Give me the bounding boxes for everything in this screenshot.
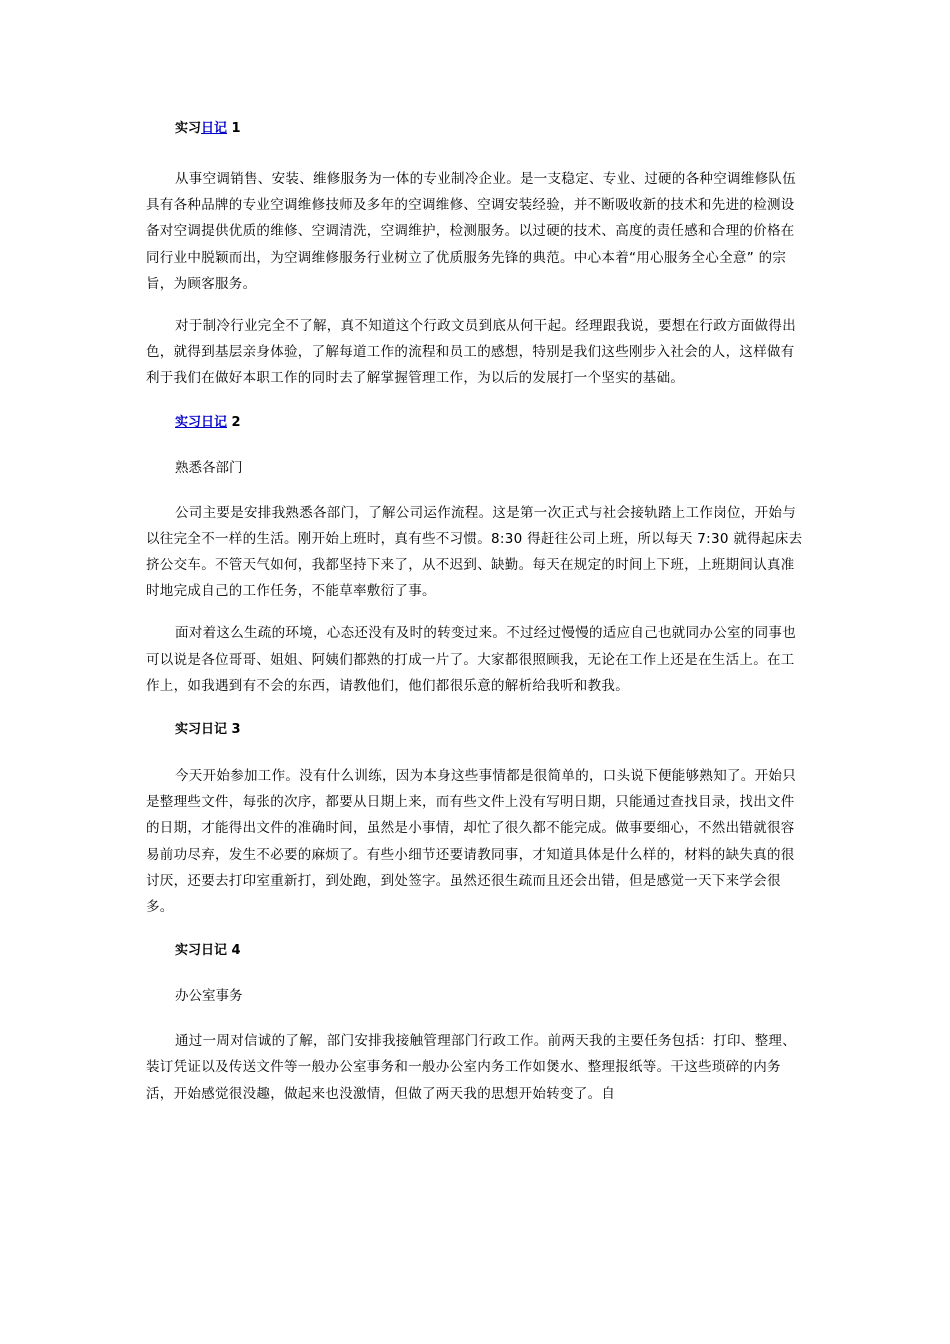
section-heading-1 <box>146 120 806 138</box>
section-heading-2 <box>146 414 806 432</box>
diary-link[interactable]: 日记 <box>201 121 228 136</box>
paragraph: 今天开始参加工作。没有什么训练，因为本身这些事情都是很简单的，口头说下便能够熟知了。开始只是整理些文件，每张的次序，都要从日期上来，而有些文件上没有写明日期，只能通过查找目录，找出文件的日期，才能得出文件的准确时间，虽然是小事情，却忙了很久都不能完成。做事要细心，不然出错就很容易前功尽弃，发生不必要的麻烦了。有些小细节还要请教同事，才知道具体是什么样的，材料的缺失真的很讨厌，还要去打印室重新打，到处跑，到处签字。虽然还很生疏而且还会出错，但是感觉一天下来学会很多。 <box>146 768 796 916</box>
heading-number: 1 <box>227 121 241 136</box>
paragraph: 面对着这么生疏的环境，心态还没有及时的转变过来。不过经过慢慢的适应自己也就同办公室的同事也可以说是各位哥哥、姐姐、阿姨们都熟的打成一片了。大家都很照顾我，无论在工作上还是在生活上。在工作上，如我遇到有不会的东西，请教他们，他们都很乐意的解析给我听和教我。 <box>146 625 796 694</box>
subheading: 熟悉各部门 <box>175 459 243 476</box>
paragraph: 公司主要是安排我熟悉各部门，了解公司运作流程。这是第一次正式与社会接轨踏上工作岗位，开始与以往完全不一样的生活。刚开始上班时，真有些不习惯。8:30 得赶往公司上班，所以每天 7:30 就得起床去挤公交车。不管天气如何，我都坚持下来了，从不迟到、缺勤。每天在规定的时间上下班，上班期间认真准时地完成自己的工作任务，不能草率敷衍了事。 <box>146 504 803 600</box>
subheading: 办公室事务 <box>175 988 243 1005</box>
paragraph: 通过一周对信诚的了解，部门安排我接触管理部门行政工作。前两天我的主要任务包括：打印、整理、装订凭证以及传送文件等一般办公室事务和一般办公室内务工作如煲水、整理报纸等。干这些琐碎的内务活，开始感觉很没趣，做起来也没激情，但做了两天我的思想开始转变了。自 <box>146 1033 796 1102</box>
section-heading-4: 实习日记 4 <box>175 943 241 959</box>
paragraph: 从事空调销售、安装、维修服务为一体的专业制冷企业。是一支稳定、专业、过硬的各种空调维修队伍具有各种品牌的专业空调维修技师及多年的空调维修、空调安装经验，并不断吸收新的技术和先进的检测设备对空调提供优质的维修、空调清洗，空调维护，检测服务。以过硬的技术、高度的责任感和合理的价格在同行业中脱颖而出，为空调维修服务行业树立了优质服务先锋的典范。中心本着“用心服务全心全意” 的宗旨，为顾客服务。 <box>146 171 796 292</box>
paragraph: 对于制冷行业完全不了解，真不知道这个行政文员到底从何干起。经理跟我说，要想在行政方面做得出色，就得到基层亲身体验，了解每道工作的流程和员工的感想，特别是我们这些刚步入社会的人，这样做有利于我们在做好本职工作的同时去了解掌握管理工作，为以后的发展打一个坚实的基础。 <box>146 318 796 387</box>
diary-link[interactable]: 实习日记 <box>175 414 228 430</box>
heading-number: 2 <box>227 414 241 430</box>
section-heading-3: 实习日记 3 <box>175 722 241 738</box>
document-body <box>146 120 806 1107</box>
heading-text: 实习 <box>175 121 202 136</box>
